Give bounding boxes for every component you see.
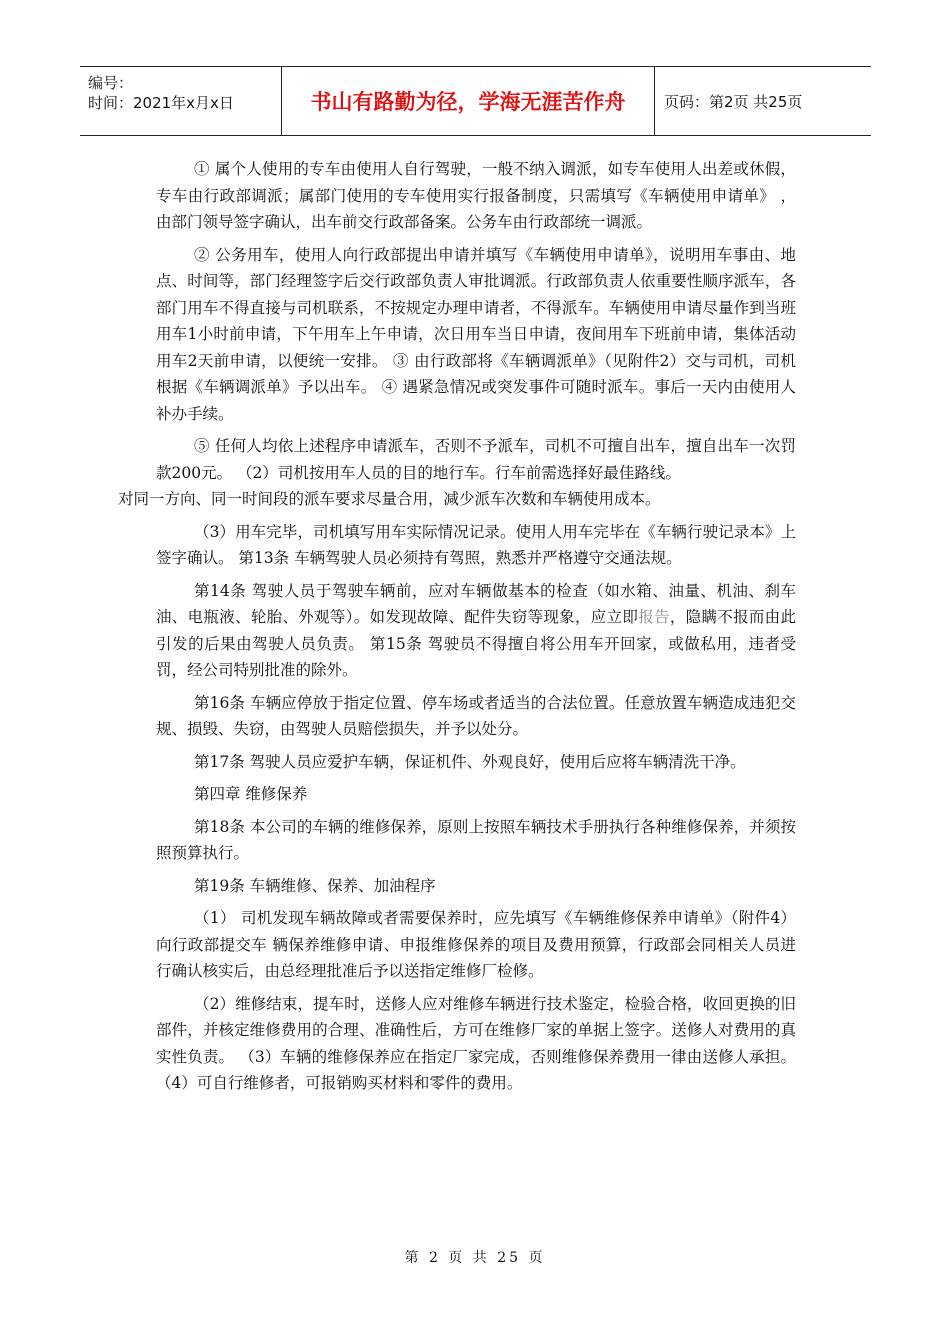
paragraph-5-tail: ，隐瞒不报而由此引发的后果由驾驶人员负责。 第15条 驾驶员不得擅自将公用车开回家，或做私用，违者受罚，经公司特别批准的除外。 <box>156 608 796 679</box>
header-motto: 书山有路勤为径，学海无涯苦作舟 <box>282 67 655 135</box>
paragraph-7: 第17条 驾驶人员应爱护车辆，保证机件、外观良好，使用后应将车辆清洗干净。 <box>194 752 746 771</box>
document-time-label: 时间：2021年x月x日 <box>88 94 234 112</box>
paragraph-3-main: ⑤ 任何人均依上述程序申请派车，否则不予派车，司机不可擅自出车，擅自出车一次罚款200元。 （2）司机按用车人员的目的地行车。行车前需选择好最佳路线。 <box>156 437 796 482</box>
paragraph-5-main: 第14条 驾驶人员于驾驶车辆前，应对车辆做基本的检查（如水箱、油量、机油、刹车油、电瓶液、轮胎、外观等）。如发现故障、配件失窃等现象，应立即 <box>156 581 796 626</box>
paragraph-9: 第19条 车辆维修、保养、加油程序 <box>194 876 436 895</box>
paragraph-1: ① 属个人使用的专车由使用人自行驾驶，一般不纳入调派，如专车使用人出差或休假，专车由行政部调派；属部门使用的专车使用实行报备制度，只需填写《车辆使用申请单》 ，由部门领导签字确认，出车前交行政部备案。公务车由行政部统一调派。 <box>156 160 796 231</box>
paragraph-2: ② 公务用车，使用人向行政部提出申请并填写《车辆使用申请单》，说明用车事由、地点、时间等，部门经理签字后交行政部负责人审批调派。行政部负责人依重要性顺序派车，各部门用车不得直接与司机联系，不按规定办理申请者，不得派车。车辆使用申请尽量作到当班用车1小时前申请，下午用车上午申请，次日用车当日申请，夜间用车下班前申请，集体活动用车2天前申请，以便统一安排。 ③ 由行政部将《车辆调派单》（见附件2）交与司机，司机根据《车辆调派单》予以出车。 ④ 遇紧急情况或突发事件可随时派车。事后一天内由使用人补办手续。 <box>156 245 796 423</box>
paragraph-4: （3）用车完毕，司机填写用车实际情况记录。使用人用车完毕在《车辆行驶记录本》上签字确认。 第13条 车辆驾驶人员必须持有驾照，熟悉并严格遵守交通法规。 <box>156 522 796 567</box>
page-header <box>80 66 871 136</box>
document-body <box>118 156 796 1103</box>
paragraph-3 <box>118 433 796 513</box>
paragraph-6: 第16条 车辆应停放于指定位置、停车场或者适当的合法位置。任意放置车辆造成违犯交规、损毁、失窃，由驾驶人员赔偿损失，并予以处分。 <box>156 693 796 738</box>
paragraph-8: 第18条 本公司的车辆的维修保养，原则上按照车辆技术手册执行各种维修保养，并须按照预算执行。 <box>156 817 796 862</box>
header-page-label: 页码：第2页 共25页 <box>664 92 803 111</box>
paragraph-11: （2）维修结束，提车时，送修人应对维修车辆进行技术鉴定，检验合格，收回更换的旧部件，并核定维修费用的合理、准确性后，方可在维修厂家的单据上签字。送修人对费用的真实性负责。 （3）车辆的维修保养应在指定厂家完成，否则维修保养费用一律由送修人承担。 （4）可自行维修者，可报销购买材料和零件的费用。 <box>156 994 796 1092</box>
paragraph-5 <box>156 578 796 684</box>
report-link[interactable]: 报告 <box>638 608 670 626</box>
document-number-label: 编号： <box>88 74 134 92</box>
chapter-heading: 第四章 维修保养 <box>194 785 308 803</box>
header-meta <box>80 67 282 135</box>
page-footer: 第 2 页 共 25 页 <box>404 1250 546 1266</box>
paragraph-10: （1） 司机发现车辆故障或者需要保养时，应先填写《车辆维修保养申请单》（附件4）向行政部提交车 辆保养维修申请、申报维修保养的项目及费用预算，行政部会同相关人员进行确认核实后，由总经理批准后予以送指定维修厂检修。 <box>156 909 796 980</box>
paragraph-3-tail: 对同一方向、同一时间段的派车要求尽量合用，减少派车次数和车辆使用成本。 <box>118 490 661 508</box>
